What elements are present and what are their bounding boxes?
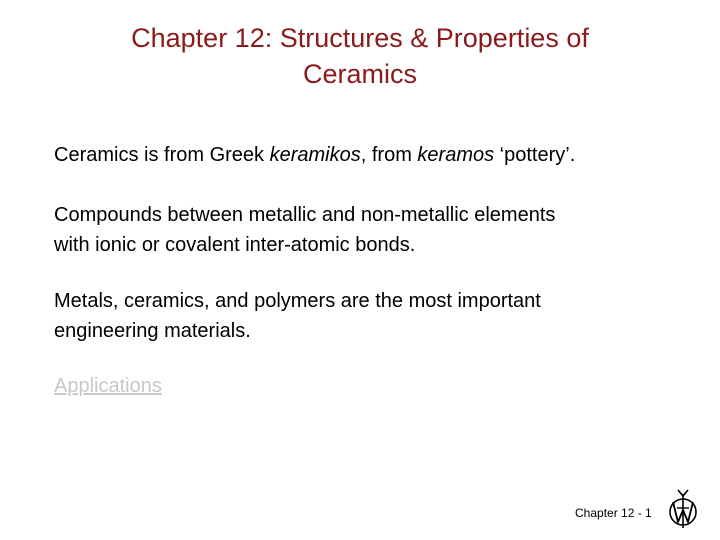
- paragraph-materials-line-1: Metals, ceramics, and polymers are the most important: [54, 290, 541, 312]
- paragraph-compounds-line-2: with ionic or covalent inter-atomic bonds.: [54, 234, 416, 256]
- term-keramos: keramos: [417, 144, 495, 166]
- paragraph-compounds: [54, 200, 555, 260]
- applications-link[interactable]: Applications: [54, 375, 162, 397]
- paragraph-etymology-text-3: ‘pottery’.: [494, 144, 576, 166]
- paragraph-materials: [54, 286, 541, 346]
- slide-number-label: Chapter 12 - 1: [575, 506, 652, 520]
- paragraph-etymology-text-2: , from: [360, 144, 418, 166]
- term-keramikos: keramikos: [269, 144, 361, 166]
- paragraph-etymology-text-1: Ceramics is from Greek: [54, 144, 270, 166]
- paragraph-etymology: [54, 140, 575, 170]
- wiley-logo-icon: [665, 488, 701, 530]
- slide-title-line-1: Chapter 12: Structures & Properties of: [131, 23, 589, 53]
- paragraph-compounds-line-1: Compounds between metallic and non-metallic elements: [54, 204, 556, 226]
- slide-title: [40, 20, 680, 92]
- slide-title-line-2: Ceramics: [302, 59, 417, 89]
- paragraph-materials-line-2: engineering materials.: [54, 320, 251, 342]
